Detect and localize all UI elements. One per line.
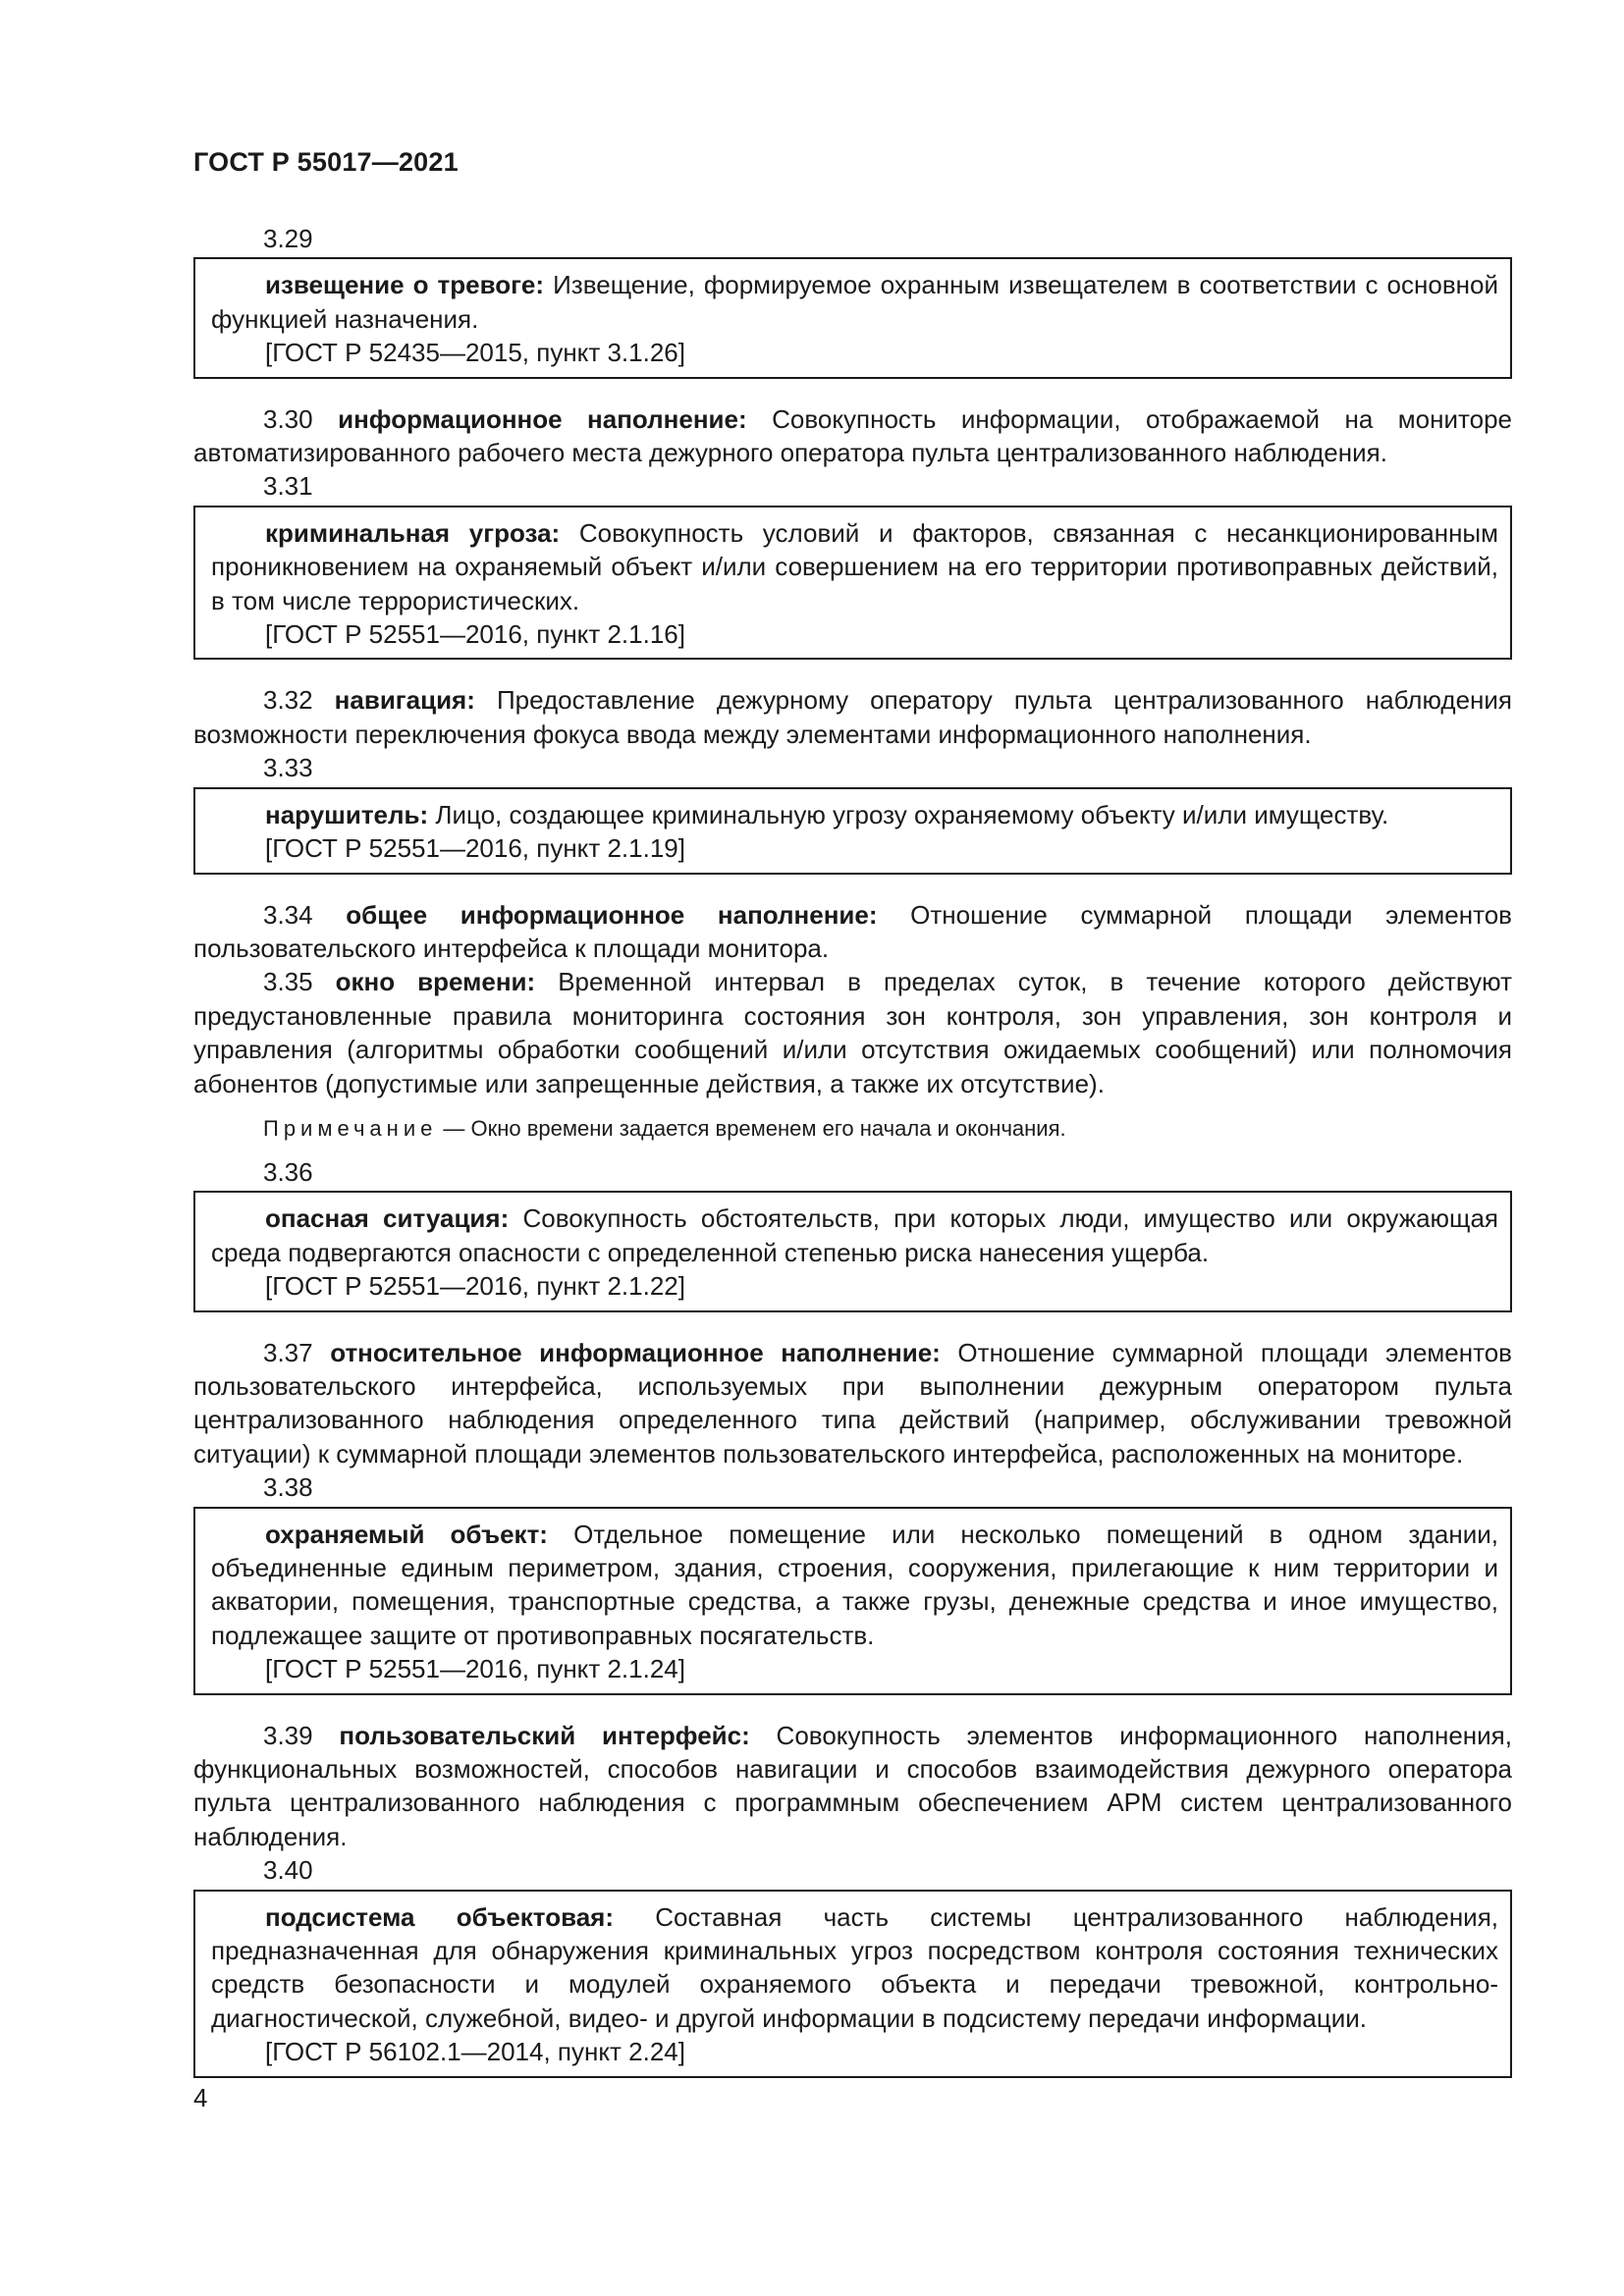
entry-number: 3.29 (263, 224, 313, 253)
definition (193, 898, 1512, 966)
definition-text: Совокупность элементов информационного наполнения, функциональных возможностей, способов навигации и способов взаимодействия дежурного оператора пульта централизованного наблюдения с программным обеспечением АРМ систем централизованного наблюдения. (193, 1720, 1512, 1851)
note-text: — Окно времени задается временем его начала и окончания. (443, 1115, 1066, 1141)
quoted-definition-box (193, 1191, 1512, 1311)
entry-number: 3.37 (263, 1337, 313, 1367)
definition-text: Совокупность информации, отображаемой на мониторе автоматизированного рабочего места дежурного оператора пульта централизованного наблюдения. (193, 403, 1512, 468)
definition-text: Отношение суммарной площади элементов пользовательского интерфейса к площади монитора. (193, 899, 1512, 963)
source-reference: [ГОСТ Р 52551—2016, пункт 2.1.19] (265, 833, 685, 864)
note-label: Примечание (263, 1115, 438, 1141)
definition (193, 1336, 1512, 1471)
term: относительное информационное наполнение: (330, 1337, 941, 1367)
source-reference: [ГОСТ Р 52551—2016, пункт 2.1.16] (265, 619, 685, 650)
page-number: 4 (193, 2083, 208, 2112)
entry-number: 3.35 (263, 967, 313, 997)
entry-number: 3.38 (263, 1472, 313, 1503)
definition (211, 1900, 1498, 2036)
document-header: ГОСТ Р 55017—2021 (193, 147, 459, 177)
source-reference: [ГОСТ Р 52551—2016, пункт 2.1.22] (265, 1271, 685, 1302)
entry-number: 3.36 (263, 1156, 313, 1187)
term: извещение о тревоге: (265, 270, 545, 300)
definition-text: Совокупность обстоятельств, при которых люди, имущество или окружающая среда подвергаются опасности с определенной степенью риска нанесения ущерба. (211, 1203, 1498, 1267)
source-reference: [ГОСТ Р 52551—2016, пункт 2.1.24] (265, 1654, 685, 1684)
term: опасная ситуация: (265, 1203, 510, 1234)
source-reference: [ГОСТ Р 52435—2015, пункт 3.1.26] (265, 338, 685, 368)
term: пользовательский интерфейс: (339, 1720, 750, 1750)
quoted-definition-box (193, 257, 1512, 378)
note (193, 1114, 1512, 1144)
entry-number: 3.40 (263, 1855, 313, 1886)
term: навигация: (334, 685, 475, 716)
source-reference: [ГОСТ Р 56102.1—2014, пункт 2.24] (265, 2037, 685, 2067)
definition-text: Временной интервал в пределах суток, в течение которого действуют предустановленные правила мониторинга состояния зон контроля, зон управления, зон контроля и управления (алгоритмы обработки сообщений и/или отсутствия ожидаемых сообщений) или полномочия абонентов (допустимые или запрещенные действия, а также их отсутствие). (193, 967, 1512, 1098)
definition-text: Совокупность условий и факторов, связанная с несанкционированным проникновением на охраняемый объект и/или совершением на его территории противоправных действий, в том числе террористических. (211, 517, 1498, 615)
definition (211, 268, 1498, 336)
quoted-definition-box (193, 1507, 1512, 1695)
term: криминальная угроза: (265, 517, 561, 548)
definition-text: Отдельное помещение или несколько помещений в одном здании, объединенные единым периметром, здания, строения, сооружения, прилегающие к ним территории и акватории, помещения, транспортные средства, а также грузы, денежные средства и иное имущество, подлежащее защите от противоправных посягательств. (211, 1519, 1498, 1650)
entry-number: 3.30 (263, 403, 313, 434)
definition-text: Лицо, создающее криминальную угрозу охраняемому объекту и/или имуществу. (428, 799, 1389, 829)
definition (211, 1518, 1498, 1653)
definition (211, 516, 1498, 617)
entry-number: 3.31 (263, 471, 313, 502)
definition-text: Предоставление дежурному оператору пульта централизованного наблюдения возможности переключения фокуса ввода между элементами информационного наполнения. (193, 685, 1512, 749)
definition (193, 1719, 1512, 1854)
entry-number: 3.32 (263, 685, 313, 716)
term: информационное наполнение: (338, 403, 747, 434)
definition-text: Составная часть системы централизованного наблюдения, предназначенная для обнаружения криминальных угроз посредством контроля состояния технических средств безопасности и модулей охраняемого объекта и передачи тревожной, контрольно-диагностической, служебной, видео- и другой информации в подсистему передачи информации. (211, 1901, 1499, 2033)
quoted-definition-box (193, 506, 1512, 661)
term: окно времени: (335, 967, 536, 997)
term: подсистема объектовая: (265, 1901, 615, 1932)
definition (193, 402, 1512, 470)
entry-number: 3.33 (263, 753, 313, 783)
definition (211, 1201, 1498, 1269)
entry-number: 3.34 (263, 899, 313, 930)
term: общее информационное наполнение: (346, 899, 878, 930)
definition (193, 965, 1512, 1100)
definition (211, 798, 1498, 831)
quoted-definition-box (193, 1890, 1512, 2078)
entry-number: 3.39 (263, 1720, 313, 1750)
term: нарушитель: (265, 799, 429, 829)
definition-text: Отношение суммарной площади элементов пользовательского интерфейса, используемых при выполнении дежурным оператором пульта централизованного наблюдения определенного типа действий (например, обслуживании тревожной ситуации) к суммарной площади элементов пользовательского интерфейса, расположенных на мониторе. (193, 1337, 1512, 1468)
terms-section (193, 222, 1512, 2078)
definition (193, 683, 1512, 751)
definition-text: Извещение, формируемое охранным извещателем в соответствии с основной функцией назначения. (211, 270, 1498, 334)
quoted-definition-box (193, 787, 1512, 875)
term: охраняемый объект: (265, 1519, 548, 1549)
